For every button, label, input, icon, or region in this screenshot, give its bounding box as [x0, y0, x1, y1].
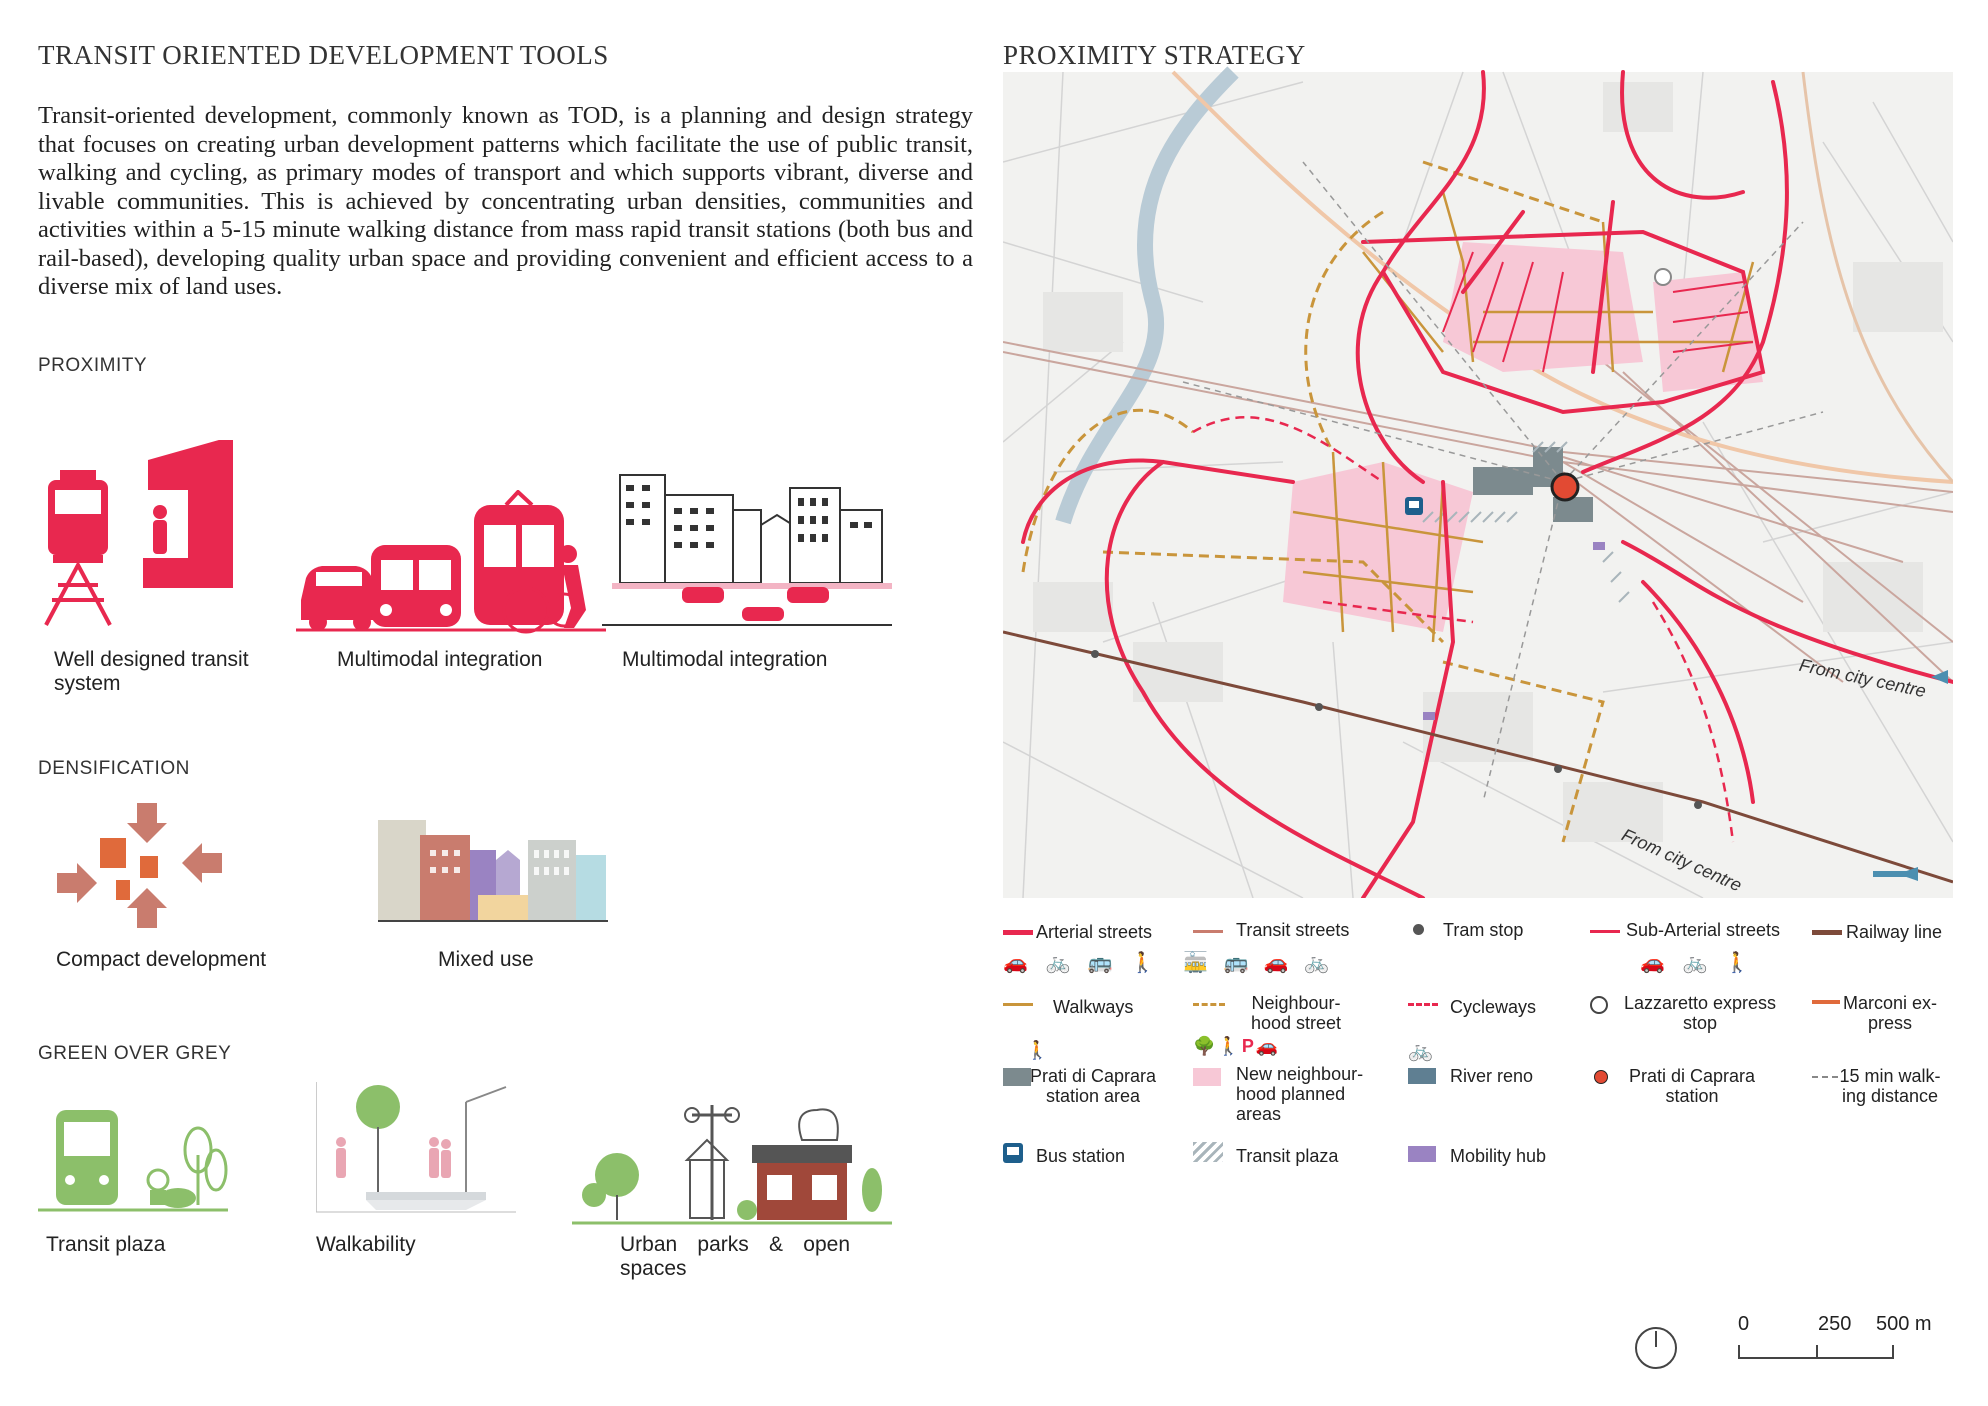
left-title: TRANSIT ORIENTED DEVELOPMENT TOOLS [38, 40, 609, 70]
caption-compact: Compact development [56, 948, 267, 971]
legend-walkways-label: Walkways [1053, 997, 1134, 1017]
legend-railway-swatch [1812, 930, 1842, 935]
legend-transit-label: Transit streets [1236, 920, 1350, 940]
proximity-map [1003, 42, 1953, 898]
legend-prati-station-label: Prati di Caprara station [1628, 1066, 1756, 1106]
proximity-heading: PROXIMITY [38, 355, 148, 376]
legend-transit-modes-icons: 🚋 🚌 🚗 🚲 [1183, 952, 1335, 974]
scale-label-mid: 250 [1818, 1313, 1852, 1335]
legend-bus-station-label: Bus station [1036, 1146, 1126, 1166]
legend-tram-stop-swatch [1413, 924, 1424, 935]
map-label-city-centre-1: From city centre [1797, 654, 1928, 702]
right-title: PROXIMITY STRATEGY [1003, 40, 1306, 70]
green-over-grey-heading: GREEN OVER GREY [38, 1043, 232, 1064]
legend-sub-arterial-swatch [1590, 930, 1620, 933]
legend-mobility-hub-label: Mobility hub [1450, 1146, 1547, 1166]
legend-transit-plaza-label: Transit plaza [1236, 1146, 1339, 1166]
north-arrow-icon [1635, 1327, 1677, 1369]
legend-arterial-modes-icons: 🚗 🚲 🚌 🚶 [1003, 952, 1162, 974]
bus-icon [1003, 1143, 1023, 1163]
legend-river-label: River reno [1450, 1066, 1534, 1086]
legend-new-areas-label: New neighbour-hood planned areas [1236, 1064, 1364, 1124]
densification-heading: DENSIFICATION [38, 758, 190, 779]
scale-label-max: 500 m [1876, 1313, 1932, 1335]
caption-multimodal-2: Multimodal integration [622, 648, 828, 671]
intro-paragraph: Transit-oriented development, commonly known as TOD, is a planning and design strategy that focuses on creating urban development patterns which facilitate the use of public transit, walking and cycling, as primary modes of transport and which supports vibrant, diverse and livable communities. This is achieved by concentrating urban densities, communities and activities within a 5-15 minute walking distance from mass rapid transit stations (both bus and rail-based), developing quality urban space and providing convenient and efficient access to a diverse mix of land uses. [38, 102, 973, 300]
legend-cycleways-swatch [1408, 1003, 1438, 1006]
legend-river-swatch [1408, 1068, 1436, 1084]
caption-well-designed: Well designed transit system [54, 648, 249, 695]
mixed-use-icon [378, 815, 608, 925]
legend-neighbourhood-icons: 🌳🚶P🚗 [1193, 1036, 1281, 1056]
multimodal-vehicles-icon [296, 490, 606, 635]
caption-urban-parks: Urban parks & open spaces [620, 1233, 850, 1280]
caption-transit-plaza: Transit plaza [46, 1233, 166, 1256]
legend-arterial-label: Arterial streets [1036, 922, 1153, 942]
scale-bar [1738, 1345, 1894, 1359]
legend-transit-plaza-swatch [1193, 1142, 1223, 1162]
legend-lazzaretto-label: Lazzaretto express stop [1623, 993, 1777, 1033]
caption-mixed-use: Mixed use [438, 948, 534, 971]
transit-plaza-icon [38, 1100, 238, 1220]
scale-label-zero: 0 [1738, 1313, 1750, 1335]
legend-sub-arterial-modes-icons: 🚗 🚲 🚶 [1640, 952, 1756, 974]
multimodal-city-icon [602, 470, 892, 630]
legend-walkways-pedestrian-icon: 🚶 [1026, 1040, 1049, 1060]
legend-cycleways-bike-icon: 🚲 [1408, 1040, 1433, 1062]
legend-cycleways-label: Cycleways [1450, 997, 1537, 1017]
walkability-icon [316, 1082, 516, 1222]
legend-walk15-label: 15 min walk-ing distance [1839, 1066, 1941, 1106]
legend-tram-stop-label: Tram stop [1443, 920, 1524, 940]
legend-railway-label: Railway line [1846, 922, 1943, 942]
legend-arterial-swatch [1003, 930, 1033, 935]
legend-mobility-hub-swatch [1408, 1146, 1436, 1162]
legend-prati-area-label: Prati di Caprara station area [1029, 1066, 1157, 1106]
legend-walkways-swatch [1003, 1003, 1033, 1006]
legend-marconi-label: Marconi ex-press [1842, 993, 1938, 1033]
caption-walkability: Walkability [316, 1233, 416, 1256]
map-label-city-centre-2: From city centre [1618, 824, 1745, 896]
caption-multimodal-1: Multimodal integration [337, 648, 543, 671]
transit-system-icon [38, 440, 238, 630]
legend-neighbourhood-swatch [1193, 1003, 1225, 1006]
legend-prati-station-swatch [1594, 1070, 1608, 1084]
legend-neighbourhood-label: Neighbour-hood street [1250, 993, 1342, 1033]
legend-prati-area-swatch [1003, 1068, 1031, 1086]
urban-parks-icon [572, 1100, 892, 1230]
legend-sub-arterial-label: Sub-Arterial streets [1626, 920, 1781, 940]
compact-development-icon [52, 798, 232, 933]
legend-new-areas-swatch [1193, 1068, 1221, 1086]
legend-transit-swatch [1193, 930, 1223, 933]
